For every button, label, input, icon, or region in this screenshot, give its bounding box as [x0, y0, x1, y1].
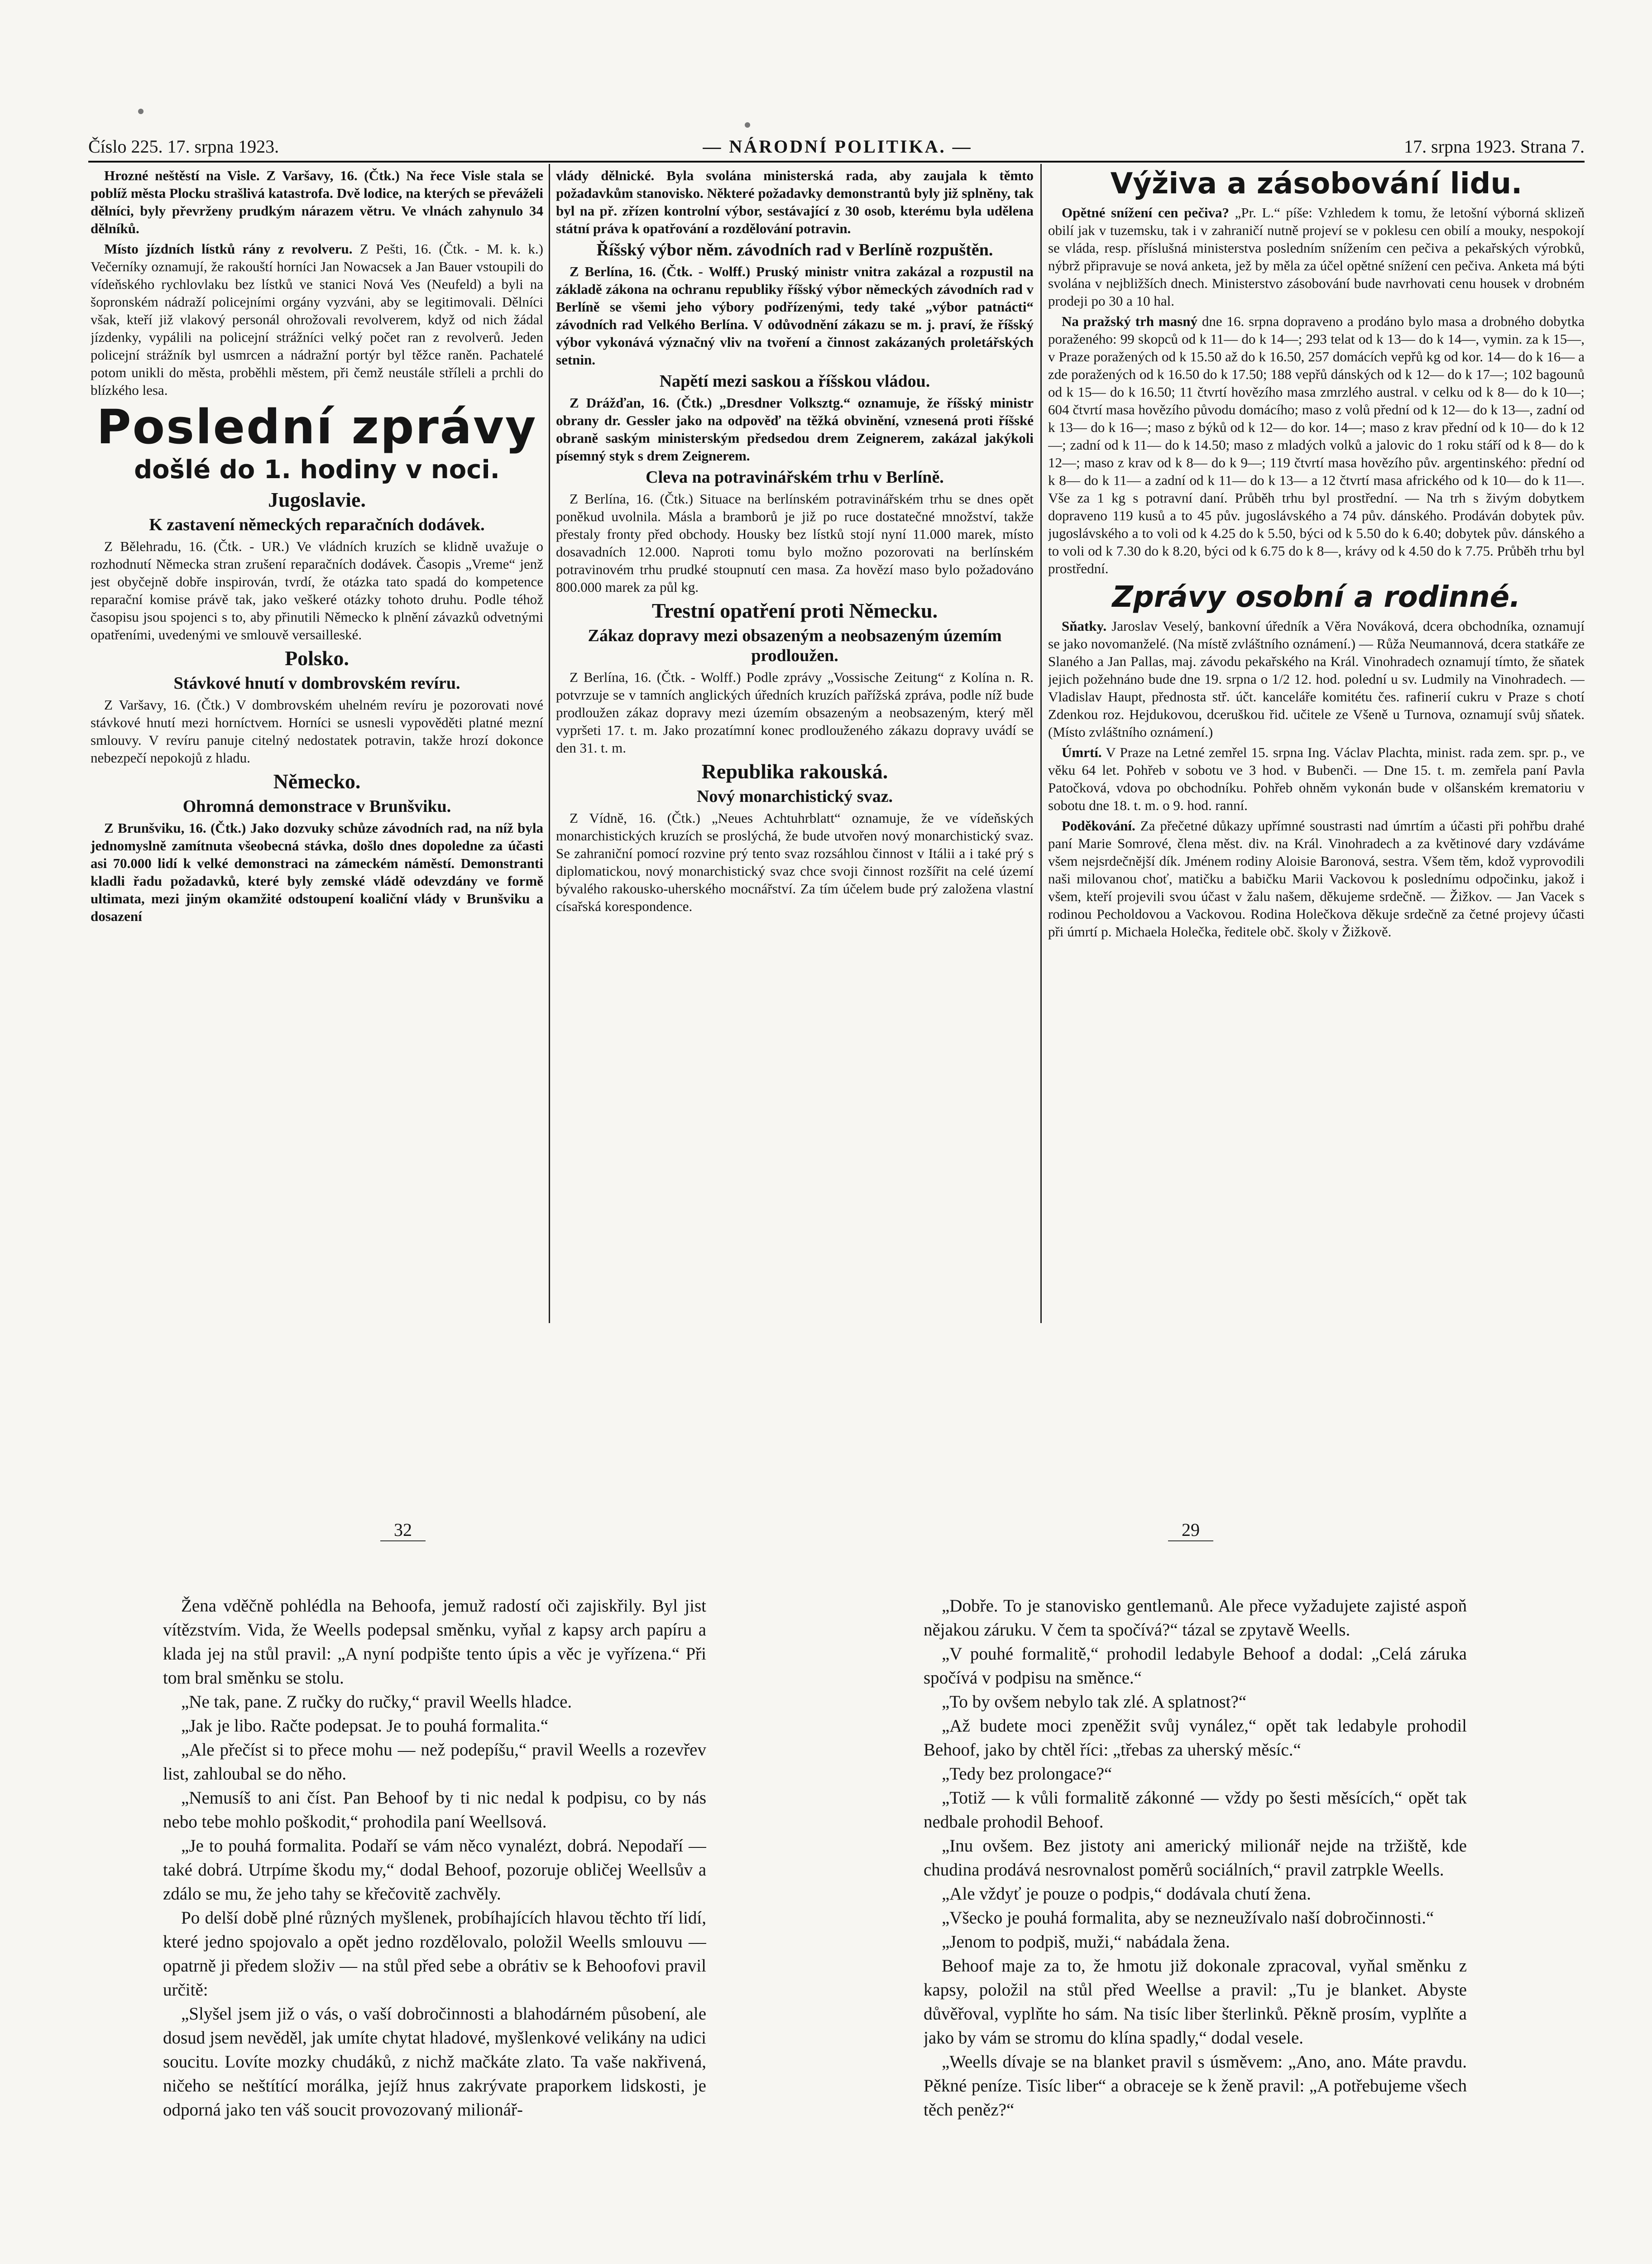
- novel-paragraph: Behoof maje za to, že hmotu již dokonale zpracoval, vyňal směnku z kapsy, položil na stůl před Weellse a pravil: „Tu je blanket. Abyste důvěřoval, vyplňte ho sám. Na tisíc liber šterlinků. Pěkně prosím, vyplňte a jako by vám se stromu do klína spadly,“ dodal vesele.: [924, 1956, 1467, 2048]
- article-text: Z Varšavy, 16. (Čtk.) V dombrovském uhelném revíru je pozorovati nové stávkové hnutí mezi horníctvem. Horníci se usnesli vypověděti platné mezní smlouvy. V revíru panuje citelný nedostatek potravin, takže hrozí dokonce nebezpečí nepokojů z hladu.: [91, 697, 543, 766]
- novel-paragraph: „V pouhé formalitě,“ prohodil ledabyle Behoof a dodal: „Celá záruka spočívá v podpisu na směnce.“: [924, 1644, 1467, 1688]
- article-text: Z Vídně, 16. (Čtk.) „Neues Achtuhrblatt“ oznamuje, že ve vídeňských monarchistických kruzích se proslýchá, že bude utvořen nový monarchistický svaz. Se zahraniční pomocí rozvine prý tento svaz rozsáhlou činnost v Itálii a i také prý s diplomatickou, nový monarchistický svaz chce svoji činnost rozšířit na celé území bývalého rakousko-uherského mocnářství. Za tím účelem bude prý založena vlastní císařská korespondence.: [556, 810, 1034, 914]
- article-text: Z Berlína, 16. (Čtk. - Wolff.) Pruský ministr vnitra zakázal a rozpustil na základě zákona na ochranu republiky říšský výbor německých závodních rad v Berlíně se všemi jeho výbory podřízenými, tedy také „výbor patnácti“ závodních rad Velkého Berlína. V odůvodnění zákazu se m. j. praví, že říšský výbor vykonává význačný vliv na tvoření a činnost zakázaných proletářských setnin.: [556, 264, 1034, 368]
- novel-paragraph: „Jak je libo. Račte podepsat. Je to pouhá formalita.“: [181, 1716, 549, 1736]
- section-heading: Zprávy osobní a rodinné.: [1112, 580, 1521, 614]
- article-title: Hrozné neštěstí na Visle.: [104, 168, 260, 183]
- article-subheading: Zákaz dopravy mezi obsazeným a neobsazeným územím prodloužen.: [588, 626, 1002, 665]
- article-subheading: Nový monarchistický svaz.: [696, 787, 893, 806]
- news-column-1: [91, 167, 543, 1326]
- novel-paragraph: „Jenom to podpiš, muži,“ nabádala žena.: [942, 1932, 1230, 1952]
- article-heading: Stávkové hnutí v dombrovském revíru.: [173, 674, 460, 693]
- article-text: Z Varšavy, 16. (Čtk.) Na řece Visle stala se poblíž města Plocku strašlivá katastrofa. Dvě lodice, na kterých se převáželi dělníci, byly převrženy prudkým nárazem větru. Ve vlnách zahynulo 34 dělníků.: [91, 168, 543, 236]
- article-text: Z Pešti, 16. (Čtk. - M. k. k.) Večerníky oznamují, že rakouští horníci Jan Nowacsek a Jan Bauer vstoupili do vídeňského rychlovlaku bez lístků ve stanici Nová Ves (Neufeld) a byli na šopronském nádraží policejními orgány vyzváni, aby se legitimovali. Dělníci však, kteří již vlakový personál ohrožovali revolverem, když od nich žádal jízdenky, vypálili na policejní strážníci velký počet ran z revolverů. Jeden policejní strážník byl usmrcen a nádražní portýr byl těžce raněn. Pachatelé potom unikli do města, proběhli městem, při čemž neustále stříleli a prchli do blízkého lesa.: [91, 241, 543, 398]
- article-text: dne 16. srpna dopraveno a prodáno bylo masa a drobného dobytka poraženého: 99 skopců od k 11— do k 14—; 293 telat od k 13— do k 14—, vymin. za k 15—, v Praze poražených od k 15.50 až do k 16.50, 257 domácích vepřů kg od kor. 14— do k 16— a zde poražených od k 16.50 do k 17.50; 188 vepřů dánských od k 12— do k 17—; 102 bagounů od k 15— do k 16.50; 11 čtvrtí hovězího masa zmrzlého austral. v celku od k 8— do k 10—; 604 čtvrtí masa hovězího původu domácího; maso z volů přední od k 12— do k 13—, zadní od k 13— do k 16—; maso z býků od k 12— do kor. 14—; maso z krav přední od k 10— do k 12—; zadní od k 11— do k 14.50; maso z mladých volků a jalovic do 1 roku stáří od k 8— do k 12—; maso z krav od k 8— do k 9—; 119 čtvrtí masa hovězího pův. argentinského: přední od k 8— do k 11— a zadní od k 11— do k 13— a 12 čtvrtí masa afrického od k 10— do k 11—. Vše za 1 kg s potravní daní. Průběh trhu byl prostřední. — Na trh s živým dobytkem dopraveno 119 kusů a to 45 pův. jugoslávského a 74 pův. dánského. Prodáván dobytek pův. jugoslávského a to voli od k 4.25 do k 5.50, býci od k 5.50 do k 6.40; dobytek pův. dánského a to voli od k 7.30 do k 8.20, býci od k 6.75 do k 8—, krávy od k 4.50 do k 7.75. Průběh trhu byl prostřední.: [1048, 313, 1585, 576]
- article-heading: Ohromná demonstrace v Brunšviku.: [182, 797, 451, 816]
- novel-paragraph: „To by ovšem nebylo tak zlé. A splatnost?“: [942, 1692, 1247, 1712]
- article-text: Za přečetné důkazy upřímné soustrasti nad úmrtím a účasti při pohřbu drahé paní Marie Somrové, člena měst. div. na Král. Vinohradech a za květinové dary vzdáváme všem nejsrdečnější dík. Jménem rodiny Aloisie Baronová, sestra. Všem těm, kdož vyprovodili naši milovanou choť, matičku a babičku Marii Vackovou k poslednímu odpočinku, jakož i všem, kteří projevili svou účast v žalu našem, děkujeme srdečně. — Žižkov. — Jan Vacek s rodinou Pecholdovou a Vackovou. Rodina Holečkova děkuje srdečně za četné projevy účasti při úmrtí p. Michaela Holečka, ředitele obč. školy v Žižkově.: [1048, 818, 1585, 940]
- news-column-3: [1048, 167, 1585, 1326]
- scan-dot: [745, 122, 750, 128]
- novel-paragraph: „Dobře. To je stanovisko gentlemanů. Ale přece vyžadujete zajisté aspoň nějakou záruku. V čem ta spočívá?“ tázal se zpytavě Weells.: [924, 1596, 1467, 1640]
- article-heading: Cleva na potravinářském trhu v Berlíně.: [646, 468, 944, 487]
- header-rule: [88, 161, 1585, 163]
- novel-paragraph: „Inu ovšem. Bez jistoty ani americký milionář nejde na tržiště, kde chudina prodává nesrovnalost poměrů sociálních,“ pravil zatrpkle Weells.: [924, 1836, 1467, 1880]
- novel-paragraph: „Totiž — k vůli formalitě zákonné — vždy po šesti měsících,“ opět tak nedbale prohodil Behoof.: [924, 1788, 1467, 1832]
- novel-page-number-right: 29: [1182, 1520, 1200, 1540]
- novel-paragraph: „Ale vždyť je pouze o podpis,“ dodávala chutí žena.: [942, 1884, 1311, 1904]
- article-text: vlády dělnické. Byla svolána ministerská rada, aby zaujala k těmto požadavkům stanovisko. Některé požadavky demonstrantů byly již splněny, tak byl na př. zřízen kontrolní výbor, sestávající z 30 osob, kterému byla udělena státní práva k opatřování a rozdělování potravin.: [556, 168, 1034, 236]
- column-divider: [549, 164, 550, 1323]
- novel-paragraph: Po delší době plné různých myšlenek, probíhajících hlavou těchto tří lidí, které jedno spojovalo a opět jedno rozdělovalo, položil Weells smlouvu — opatrně ji předem složiv — na stůl před sebe a obrátiv se k Behoofovi pravil určitě:: [163, 1908, 706, 2000]
- novel-paragraph: „Nemusíš to ani číst. Pan Behoof by ti nic nedal k podpisu, co by nás nebo tebe mohlo poškodit,“ prohodila paní Weellsová.: [163, 1788, 706, 1832]
- article-title: Poděkování.: [1062, 818, 1135, 834]
- news-column-2: [556, 167, 1034, 1326]
- scan-dot: [138, 109, 144, 114]
- section-banner: Poslední zprávy: [96, 399, 537, 455]
- article-text: Z Berlína, 16. (Čtk.) Situace na berlínském potravinářském trhu se dnes opět poněkud uvolnila. Másla a bramborů je již po ruce dostatečné množství, takže přestaly fronty před obchody. Housky bez lístků stojí nyní 11.000 marek, místo dosavadních 12.000. Naproti tomu bylo možno pozorovati na berlínském potravinovém trhu prudké stoupnutí cen masa. Za hovězí maso bylo požadováno 800.000 marek za půl kg.: [556, 491, 1034, 595]
- page-number-rule: [1168, 1540, 1213, 1541]
- region-heading: Polsko.: [285, 647, 349, 670]
- article-title: Opětné snížení cen pečiva?: [1062, 205, 1229, 221]
- novel-paragraph: Žena vděčně pohlédla na Behoofa, jemuž radostí oči zajiskřily. Byl jist vítězstvím. Vida, že Weells podepsal směnku, vyňal z kapsy arch papíru a klada jej na stůl pravil: „A nyní podpište tento úpis a věc je vyřízena.“ Při tom bral směnku se stolu.: [163, 1596, 706, 1688]
- header-issue-date: Číslo 225. 17. srpna 1923.: [88, 136, 279, 157]
- article-heading: Říšský výbor něm. závodních rad v Berlíně rozpuštěn.: [596, 240, 993, 259]
- article-text: Z Brunšviku, 16. (Čtk.) Jako dozvuky schůze závodních rad, na níž byla jednomyslně zamítnuta všeobecná stávka, došlo dnes dopoledne za účasti asi 70.000 lidí k velké demonstraci na zámeckém náměstí. Demonstranti kladli řadu požadavků, které byly zemské vládě odevzdány ve formě ultimata, mezi jiným okamžité odstoupení koaliční vlády v Brunšviku a dosazení: [91, 820, 543, 924]
- article-heading: K zastavení německých reparačních dodávek.: [149, 515, 485, 534]
- novel-paragraph: „Všecko je pouhá formalita, aby se nezneužívalo naší dobročinnosti.“: [942, 1908, 1434, 1928]
- article-title: Sňatky.: [1062, 618, 1107, 634]
- article-text: Jaroslav Veselý, bankovní úředník a Věra Nováková, dcera obchodníka, oznamují se jako novomanželé. (Na místě zvláštního oznámení.) — Růža Neumannová, dcera statkáře ze Slaného a Jan Pallas, maj. závodu pekařského na Král. Vinohradech oznamují tímto, že sňatek jejich požehnáno bude dne 19. srpna o 1/2 12. hod. polední u sv. Ludmily na Vinohradech. — Vladislav Haupt, přednosta stř. účt. kanceláře komitétu čes. rafinerií cukru v Praze s chotí Zdenkou roz. Hejdukovou, dceruškou řid. učitele ze Všeně u Turnova, oznamují svůj sňatek. (Místo zvláštního oznámení.): [1048, 618, 1585, 740]
- region-heading: Jugoslavie.: [268, 488, 366, 511]
- column-divider: [1040, 164, 1042, 1323]
- article-text: „Pr. L.“ píše: Vzhledem k tomu, že letošní výborná sklizeň obilí jak v tuzemsku, tak i v zahraničí nutně projeví se v poklesu cen obilí a mouky, nespokojí se vláda, resp. příslušná ministerstva posledním snížením cen pečiva a pekařských výrobků, nýbrž připravuje se nová anketa, jež by měla za účel opětné snížení cen pečiva. Anketa má býti svolána v nejbližších dnech. Ministerstvo zásobování bude navrhovati cenu housek v drobném prodeji po 30 a 10 hal.: [1048, 205, 1585, 309]
- page-number-rule: [380, 1540, 426, 1541]
- article-text: Z Drážďan, 16. (Čtk.) „Dresdner Volksztg.“ oznamuje, že říšský ministr obrany dr. Gessler jako na odpověď na těžká obvinění, vznesená proti říšské obraně saským ministerským předsedou drem Zeignerem, zakázal jakýkoli písemný styk s drem Zeignerem.: [556, 395, 1034, 464]
- novel-paragraph: „Weells dívaje se na blanket pravil s úsměvem: „Ano, ano. Máte pravdu. Pěkné peníze. Tisíc liber“ a obraceje se k ženě pravil: „A potřebujeme všech těch peněz?“: [924, 2052, 1467, 2120]
- novel-paragraph: „Ale přečíst si to přece mohu — než podepíšu,“ pravil Weells a rozevřev list, zahloubal se do něho.: [163, 1740, 706, 1784]
- article-text: Z Berlína, 16. (Čtk. - Wolff.) Podle zprávy „Vossische Zeitung“ z Kolína n. R. potvrzuje se v tamních anglických úředních kruzích pařížská zpráva, podle níž bude prodloužen zákaz dopravy mezi územím obsazeným a neobsazeným, který měl vypršeti 17. t. m. Jako prozatímní konec prodlouženého zákazu dopravy uvádí se den 31. t. m.: [556, 669, 1034, 756]
- novel-paragraph: „Slyšel jsem již o vás, o vaší dobročinnosti a blahodárném působení, ale dosud jsem nevěděl, jak umíte chytat hladové, myšlenkové velikány na udici soucitu. Lovíte mozky chudáků, z nichž mačkáte zlato. Ta vaše nakřivená, ničeho se neštítící morálka, jejíž hnus zakrývate praporkem lidskosti, je odporná jako ten váš soucit provozovaný milionář-: [163, 2004, 706, 2120]
- region-heading: Německo.: [273, 770, 361, 793]
- article-title: Úmrtí.: [1062, 744, 1102, 760]
- section-heading: Výživa a zásobování lidu.: [1110, 167, 1523, 201]
- article-title: Na pražský trh masný: [1062, 313, 1198, 329]
- header-page-number: 17. srpna 1923. Strana 7.: [1404, 136, 1585, 157]
- masthead: — NÁRODNÍ POLITIKA. —: [703, 136, 972, 157]
- novel-paragraph: „Ne tak, pane. Z ručky do ručky,“ pravil Weells hladce.: [181, 1692, 572, 1712]
- novel-page-right: [924, 1594, 1467, 2264]
- article-text: V Praze na Letné zemřel 15. srpna Ing. Václav Plachta, minist. rada zem. spr. p., ve věku 64 let. Pohřeb v sobotu ve 3 hod. v Bubenči. — Dne 15. t. m. zemřela paní Pavla Patočková, vdova po obchodníku. Pohřeb ohněm vykonán bude v olšanském krematoriu v sobotu dne 18. t. m. o 9. hod. ranní.: [1048, 744, 1585, 813]
- article-text: Z Bělehradu, 16. (Čtk. - UR.) Ve vládních kruzích se klidně uvažuje o rozhodnutí Německa stran zrušení reparačních dodávek. Časopis „Vreme“ jenž jest obyčejně dobře inspirován, tvrdí, že otázka tato spadá do kompetence reparační komise právě tak, jako veškeré otázky tohoto druhu. Podle téhož časopisu jsou spojenci s to, aby přinutili Německo k plnění závazků odvetnými opatřeními, uvedenými ve smlouvě versailleské.: [91, 538, 543, 643]
- section-banner-sub: došlé do 1. hodiny v noci.: [134, 455, 500, 484]
- novel-page-number-left: 32: [394, 1520, 412, 1540]
- article-heading: Trestní opatření proti Německu.: [651, 599, 938, 622]
- novel-paragraph: „Až budete moci zpeněžit svůj vynález,“ opět tak ledabyle prohodil Behoof, jako by chtěl říci: „třebas za uherský měsíc.“: [924, 1716, 1467, 1760]
- novel-paragraph: „Je to pouhá formalita. Podaří se vám něco vynalézt, dobrá. Nepodaří — také dobrá. Utrpíme škodu my,“ dodal Behoof, pozoruje obličej Weellsův a zdálo se mu, že jeho tahy se křečovitě zachvěly.: [163, 1836, 706, 1904]
- region-heading: Republika rakouská.: [701, 760, 888, 783]
- article-heading: Napětí mezi saskou a říšskou vládou.: [659, 372, 930, 391]
- novel-page-left: [163, 1594, 706, 2264]
- article-title: Místo jízdních lístků rány z revolveru.: [104, 241, 353, 257]
- novel-paragraph: „Tedy bez prolongace?“: [942, 1764, 1112, 1784]
